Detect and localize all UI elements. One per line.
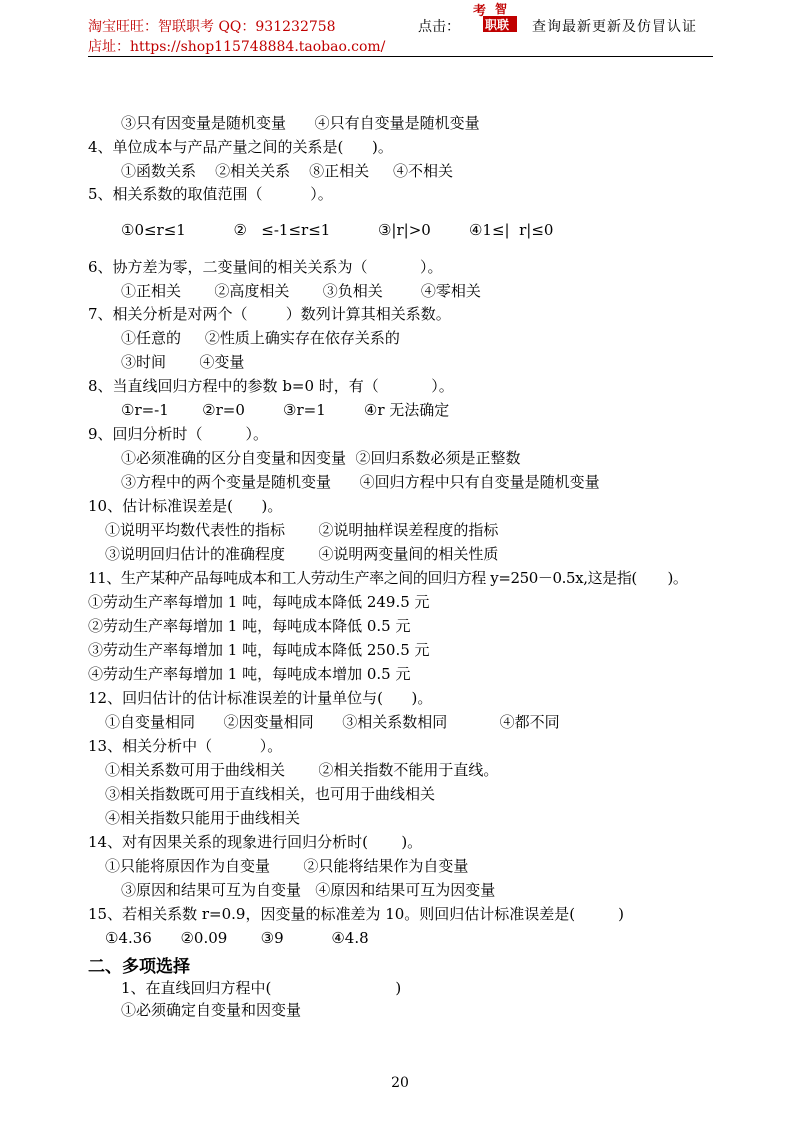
option-line: ①相关系数可用于曲线相关 ②相关指数不能用于直线。	[105, 761, 499, 779]
option-line: ①劳动生产率每增加 1 吨，每吨成本降低 249.5 元	[88, 593, 430, 611]
option-line: ③只有因变量是随机变量 ④只有自变量是随机变量	[121, 114, 480, 132]
option-line: ①必须准确的区分自变量和因变量 ②回归系数必须是正整数	[121, 449, 521, 467]
question-line: 8、当直线回归方程中的参数 b=0 时，有（ ）。	[88, 377, 454, 395]
svg-text:职联: 职联	[485, 18, 510, 32]
option-line: ③方程中的两个变量是随机变量 ④回归方程中只有自变量是随机变量	[121, 473, 600, 491]
question-line: 7、相关分析是对两个（ ）数列计算其相关系数。	[88, 305, 451, 323]
option-line: ③说明回归估计的准确程度 ④说明两变量间的相关性质	[105, 545, 499, 563]
option-line: ①说明平均数代表性的指标 ②说明抽样误差程度的指标	[105, 521, 499, 539]
question-line: 12、回归估计的估计标准误差的计量单位与( )。	[88, 689, 433, 707]
option-line: ①只能将原因作为自变量 ②只能将结果作为自变量	[105, 857, 469, 875]
option-line: ④劳动生产率每增加 1 吨，每吨成本增加 0.5 元	[88, 665, 411, 683]
question-line: 13、相关分析中（ ）。	[88, 737, 283, 755]
option-line: ①0≤r≤1 ② ≤-1≤r≤1 ③|r|>0 ④1≤| r|≤0	[121, 221, 554, 239]
option-line: ①任意的 ②性质上确实存在依存关系的	[121, 329, 400, 347]
option-line: ①函数关系 ②相关关系 ⑧正相关 ④不相关	[121, 162, 453, 180]
question-line: 9、回归分析时（ ）。	[88, 425, 268, 443]
shop-contact-line: 淘宝旺旺：智联职考 QQ：931232758	[88, 19, 336, 35]
question-line: 10、估计标准误差是( )。	[88, 497, 283, 515]
section-title: 二、多项选择	[88, 957, 190, 977]
svg-text:考: 考	[473, 4, 487, 19]
question-line: 5、相关系数的取值范围（ ）。	[88, 185, 333, 203]
option-line: ①r=-1 ②r=0 ③r=1 ④r 无法确定	[121, 401, 450, 419]
option-line: ③时间 ④变量	[121, 353, 245, 371]
brand-logo[interactable]	[465, 2, 517, 32]
option-line: ④相关指数只能用于曲线相关	[105, 809, 301, 827]
option-line: ③相关指数既可用于直线相关，也可用于曲线相关	[105, 785, 436, 803]
svg-text:智: 智	[495, 2, 508, 16]
question-line: 15、若相关系数 r=0.9，因变量的标准差为 10。则回归估计标准误差是( )	[88, 905, 624, 923]
verify-link[interactable]: 查询最新更新及仿冒认证	[532, 19, 697, 35]
header-divider	[88, 56, 713, 57]
option-line: ①4.36 ②0.09 ③9 ④4.8	[105, 929, 369, 947]
option-line: ①自变量相同 ②因变量相同 ③相关系数相同 ④都不同	[105, 713, 560, 731]
shop-address-link[interactable]: 店址：https://shop115748884.taobao.com/	[88, 39, 386, 55]
option-line: ②劳动生产率每增加 1 吨，每吨成本降低 0.5 元	[88, 617, 411, 635]
click-label: 点击：	[418, 19, 460, 35]
option-line: ③劳动生产率每增加 1 吨，每吨成本降低 250.5 元	[88, 641, 430, 659]
option-line: ①必须确定自变量和因变量	[121, 1001, 302, 1019]
question-line: 11、生产某种产品每吨成本和工人劳动生产率之间的回归方程 y=250－0.5x,这是指( )。	[88, 569, 688, 587]
option-line: ③原因和结果可互为自变量 ④原因和结果可互为因变量	[121, 881, 496, 899]
brand-logo-icon	[465, 2, 517, 32]
question-line: 14、对有因果关系的现象进行回归分析时( )。	[88, 833, 423, 851]
question-line: 1、在直线回归方程中( )	[121, 979, 402, 997]
page-number: 20	[391, 1075, 409, 1091]
question-line: 6、协方差为零，二变量间的相关关系为（ ）。	[88, 258, 443, 276]
option-line: ①正相关 ②高度相关 ③负相关 ④零相关	[121, 282, 481, 300]
question-line: 4、单位成本与产品产量之间的关系是( )。	[88, 138, 393, 156]
